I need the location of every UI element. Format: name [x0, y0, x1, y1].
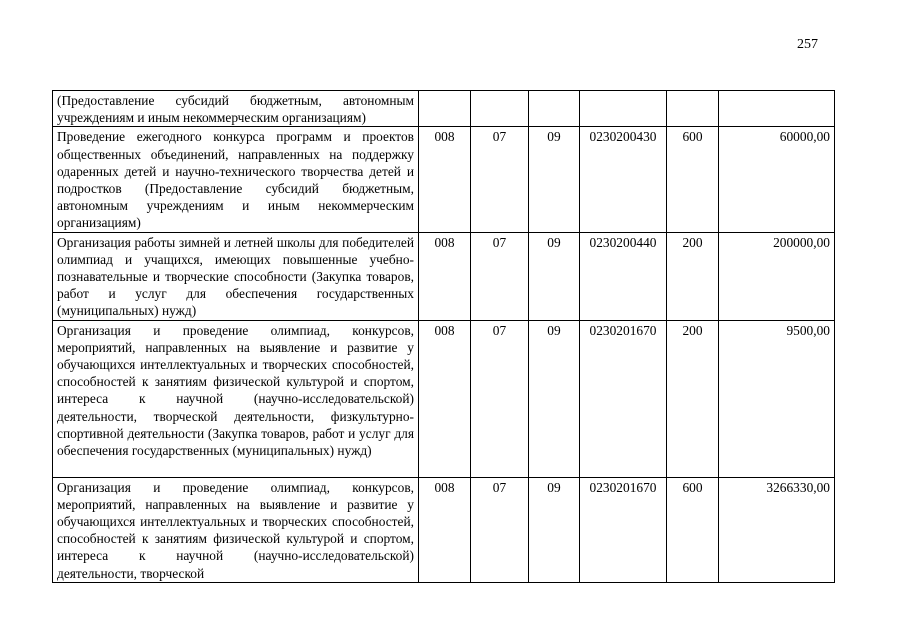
table-row — [53, 320, 835, 477]
expense-type-code: 600 — [667, 127, 719, 232]
table-row — [53, 232, 835, 320]
amount: 3266330,00 — [719, 477, 835, 582]
subsection-code — [529, 91, 580, 127]
target-article-code: 0230200430 — [580, 127, 667, 232]
target-article-code — [580, 91, 667, 127]
expense-type-code — [667, 91, 719, 127]
row-description: Организация работы зимней и летней школы для победителей олимпиад и учащихся, имеющих повышенные учебно-познавательные и творческие способности (Закупка товаров, работ и услуг для обеспечения государственных (муниципальных) нужд) — [53, 232, 419, 320]
ministry-code: 008 — [419, 320, 471, 477]
section-code: 07 — [471, 127, 529, 232]
ministry-code: 008 — [419, 232, 471, 320]
expense-type-code: 200 — [667, 232, 719, 320]
section-code: 07 — [471, 232, 529, 320]
subsection-code: 09 — [529, 477, 580, 582]
ministry-code: 008 — [419, 127, 471, 232]
subsection-code: 09 — [529, 127, 580, 232]
amount — [719, 91, 835, 127]
section-code: 07 — [471, 320, 529, 477]
ministry-code: 008 — [419, 477, 471, 582]
table-row — [53, 127, 835, 232]
row-description: Проведение ежегодного конкурса программ и проектов общественных объединений, направленных на поддержку одаренных детей и научно-технического творчества детей и подростков (Предоставление субсидий бюджетным, автономным учреждениям и иным некоммерческим организациям) — [53, 127, 419, 232]
row-description: Организация и проведение олимпиад, конкурсов, мероприятий, направленных на выявление и развитие у обучающихся интеллектуальных и творческих способностей, способностей к занятиям физической культурой и спортом, интереса к научной (научно-исследовательской) деятельности, творческой — [53, 477, 419, 582]
amount: 200000,00 — [719, 232, 835, 320]
expense-type-code: 200 — [667, 320, 719, 477]
subsection-code: 09 — [529, 232, 580, 320]
page-number: 257 — [797, 37, 818, 52]
target-article-code: 0230200440 — [580, 232, 667, 320]
row-description: (Предоставление субсидий бюджетным, автономным учреждениям и иным некоммерческим организациям) — [53, 91, 419, 127]
table-row — [53, 91, 835, 127]
section-code — [471, 91, 529, 127]
row-description: Организация и проведение олимпиад, конкурсов, мероприятий, направленных на выявление и развитие у обучающихся интеллектуальных и творческих способностей, способностей к занятиям физической культурой и спортом, интереса к научной (научно-исследовательской) деятельности, творческой деятельности, физкультурно-спортивной деятельности (Закупка товаров, работ и услуг для обеспечения государственных (муниципальных) нужд) — [53, 320, 419, 477]
target-article-code: 0230201670 — [580, 477, 667, 582]
ministry-code — [419, 91, 471, 127]
amount: 9500,00 — [719, 320, 835, 477]
section-code: 07 — [471, 477, 529, 582]
target-article-code: 0230201670 — [580, 320, 667, 477]
amount: 60000,00 — [719, 127, 835, 232]
subsection-code: 09 — [529, 320, 580, 477]
budget-table — [52, 90, 835, 583]
table-row — [53, 477, 835, 582]
expense-type-code: 600 — [667, 477, 719, 582]
